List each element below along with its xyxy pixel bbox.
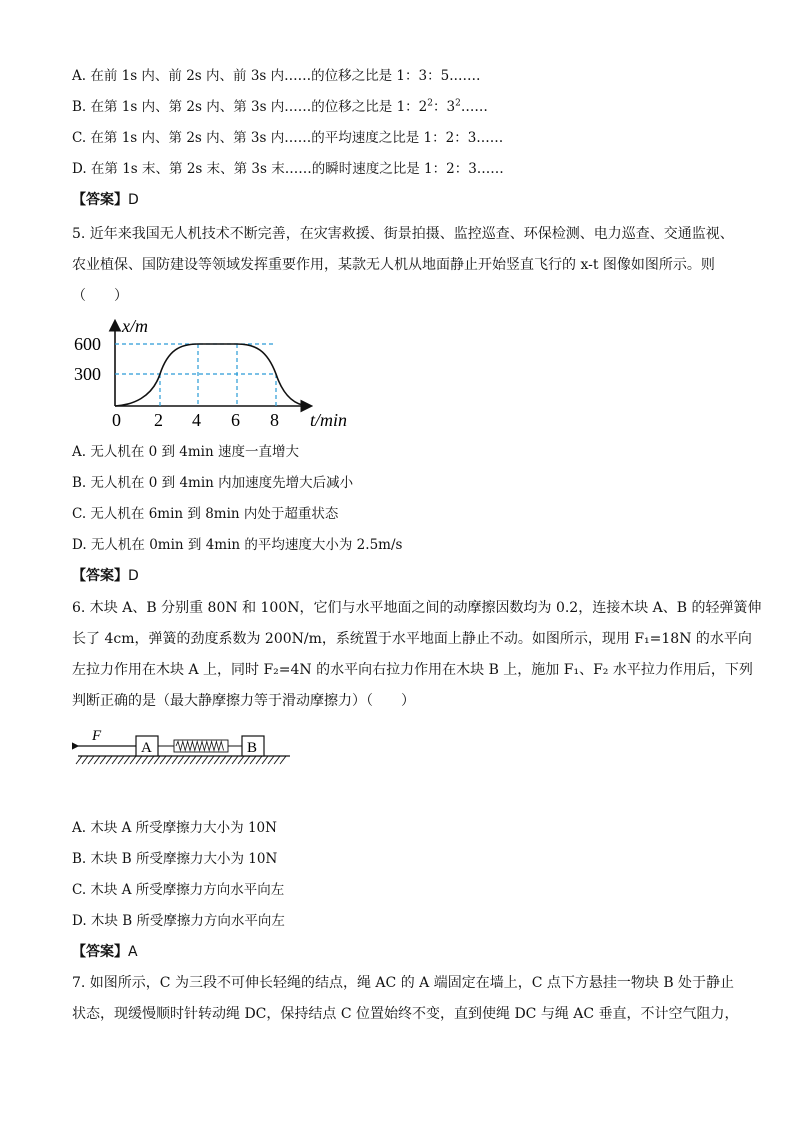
q5-option-c: C. 无人机在 6min 到 8min 内处于超重状态 <box>72 506 339 522</box>
q5-option-a: A. 无人机在 0 到 4min 速度一直增大 <box>72 444 299 460</box>
y-tick-600: 600 <box>74 334 101 354</box>
q4-option-a: A. 在前 1s 内、前 2s 内、前 3s 内……的位移之比是 1：3：5.…… <box>72 68 481 84</box>
q5-answer <box>72 566 139 586</box>
x-axis-label: t/min <box>310 410 348 430</box>
q6-stem-line1: 6. 木块 A、B 分别重 80N 和 100N，它们与水平地面之间的动摩擦因数均为 0.2，连接木块 A、B 的轻弹簧伸 <box>72 600 762 616</box>
q6-stem-line3: 左拉力作用在木块 A 上，同时 F₂=4N 的水平向右拉力作用在木块 B 上，施加 F₁、F₂ 水平拉力作用后，下列 <box>72 662 753 678</box>
answer-value: A <box>128 944 138 960</box>
q7-stem-line2: 状态，现缓慢顺时针转动绳 DC，保持结点 C 位置始终不变，直到使绳 DC 与绳 AC 垂直，不计空气阻力， <box>72 1006 739 1022</box>
q4-answer <box>72 190 139 210</box>
ground-hatching <box>76 756 286 764</box>
answer-label: 【答案】 <box>72 944 128 960</box>
guide-lines <box>115 344 276 406</box>
q6-answer <box>72 942 138 962</box>
q6-option-c: C. 木块 A 所受摩擦力方向水平向左 <box>72 882 285 898</box>
block-a-label: A <box>141 740 152 756</box>
answer-value: D <box>128 192 139 208</box>
q5-stem-line2: 农业植保、国防建设等领域发挥重要作用，某款无人机从地面静止开始竖直飞行的 x-t 图像如图所示。则 <box>72 257 715 273</box>
q4-option-b: B. 在第 1s 内、第 2s 内、第 3s 内……的位移之比是 1：$2^2$：$3^2\dots\dots$ <box>72 98 488 115</box>
q4-option-b-text: B. 在第 1s 内、第 2s 内、第 3s 内……的位移之比是 1：2 <box>72 99 428 115</box>
q5-stem-line3: （ ） <box>72 288 128 304</box>
y-axis-label: x/m <box>122 316 148 336</box>
q7-stem-line1: 7. 如图所示，C 为三段不可伸长轻绳的结点，绳 AC 的 A 端固定在墙上，C 点下方悬挂一物块 B 处于静止 <box>72 975 735 991</box>
answer-label: 【答案】 <box>72 192 128 208</box>
answer-label: 【答案】 <box>72 568 128 584</box>
q6-option-b: B. 木块 B 所受摩擦力大小为 10N <box>72 851 278 867</box>
x-tick-2: 2 <box>154 410 163 430</box>
q5-stem-line1: 5. 近年来我国无人机技术不断完善，在灾害救援、街景拍摄、监控巡查、环保检测、电力巡查、交通监视、 <box>72 226 734 242</box>
answer-value: D <box>128 568 139 584</box>
q4-option-b-end: …… <box>460 99 488 115</box>
q5-xt-graph <box>72 316 372 434</box>
q5-option-d: D. 无人机在 0min 到 4min 的平均速度大小为 2.5m/s <box>72 537 403 553</box>
spring <box>158 740 242 752</box>
q6-stem-line4: 判断正确的是（最大静摩擦力等于滑动摩擦力）（ ） <box>72 693 415 709</box>
q5-option-b: B. 无人机在 0 到 4min 内加速度先增大后减小 <box>72 475 354 491</box>
x-tick-6: 6 <box>231 410 240 430</box>
q6-option-a: A. 木块 A 所受摩擦力大小为 10N <box>72 820 277 836</box>
q4-option-d: D. 在第 1s 末、第 2s 末、第 3s 末……的瞬时速度之比是 1：2：3…… <box>72 161 504 177</box>
q6-stem-line2: 长了 4cm，弹簧的劲度系数为 200N/m，系统置于水平地面上静止不动。如图所示，现用 F₁=18N 的水平向 <box>72 631 752 647</box>
q6-option-d: D. 木块 B 所受摩擦力方向水平向左 <box>72 913 285 929</box>
q4-option-b-mid: ：3 <box>433 99 456 115</box>
x-tick-8: 8 <box>270 410 279 430</box>
x-tick-4: 4 <box>192 410 201 430</box>
block-b-label: B <box>247 740 258 756</box>
q4-option-c: C. 在第 1s 内、第 2s 内、第 3s 内……的平均速度之比是 1：2：3…… <box>72 130 504 146</box>
xt-curve <box>115 344 308 406</box>
force-label: F <box>92 728 102 744</box>
y-tick-300: 300 <box>74 364 101 384</box>
x-tick-0: 0 <box>112 410 121 430</box>
q6-spring-figure <box>72 726 294 770</box>
